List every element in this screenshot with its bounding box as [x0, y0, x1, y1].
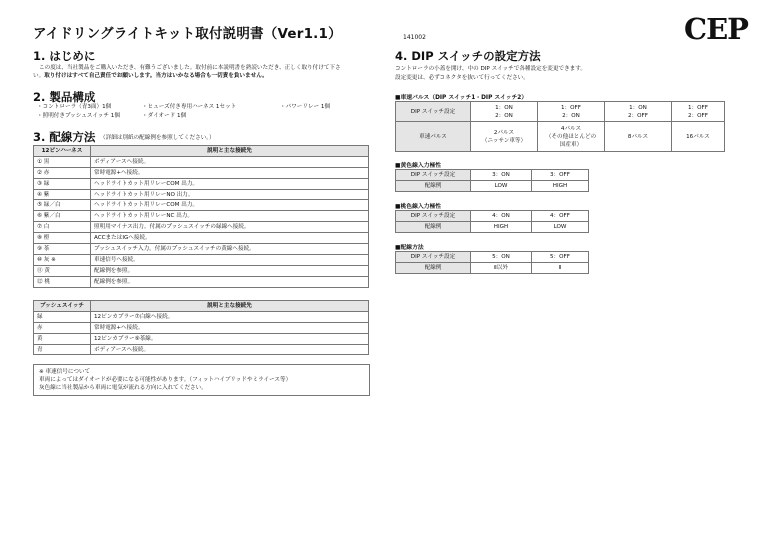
table-row: [34, 322, 369, 333]
switch-wire-description: 12ピンカプラー⑨茶線。: [91, 333, 369, 344]
product-item-5: ・ダイオード 1個: [142, 113, 187, 119]
switch-col-header: プッシュスイッチ: [34, 301, 91, 312]
table-row: [34, 311, 369, 322]
wiring-dip-label: DIP スイッチ設定: [396, 252, 471, 263]
pink-example-label: 配線例: [396, 221, 471, 232]
table-row: [34, 254, 369, 265]
table-row: [34, 333, 369, 344]
product-item-2: ・ヒューズ付き専用ハーネス 1セット: [142, 104, 237, 110]
yellow-polarity-title: ■黄色線入力極性: [395, 163, 442, 169]
speed-dip-label: DIP スイッチ設定: [396, 102, 471, 122]
switch-wire-color: 赤: [34, 322, 91, 333]
harness-wire-color: ④ 紫: [34, 189, 91, 200]
table-row: [34, 222, 369, 233]
speed-val-4: 16パルス: [672, 122, 725, 152]
speed-dip-1: 1：ON 2：ON: [471, 102, 538, 122]
doc-number: 141002: [403, 34, 426, 41]
intro-line-2-normal: い。: [33, 73, 45, 80]
footnote-title: ※ 車速信号について: [39, 369, 91, 375]
wiring-method-title: ■配線方法: [395, 245, 424, 251]
harness-wire-color: ① 黒: [34, 156, 91, 167]
wiring-dip-off: 5：OFF: [532, 252, 589, 263]
harness-wire-color: ⑩ 灰 ※: [34, 254, 91, 265]
switch-wire-description: ボディアースへ接続。: [91, 344, 369, 355]
switch-wire-description: 12ピンカプラー⑦白線へ接続。: [91, 311, 369, 322]
yellow-example-label: 配線例: [396, 180, 471, 191]
product-item-1: ・コントローラ（青3面）1個: [37, 104, 112, 110]
harness-wire-description: ヘッドライトカット用リレーNC 出力。: [91, 211, 369, 222]
pink-polarity-table: [395, 210, 589, 233]
table-row: [34, 200, 369, 211]
switch-wire-description: 常時電源+へ接続。: [91, 322, 369, 333]
section-4-heading: 4. DIP スイッチの設定方法: [395, 49, 541, 63]
table-row: [34, 244, 369, 255]
switch-description-col-header: 説明と主な接続先: [91, 301, 369, 312]
product-item-3: ・パワーリレー 1個: [280, 104, 331, 110]
harness-wire-color: ③ 緑: [34, 178, 91, 189]
harness-wire-color: ⑫ 桃: [34, 276, 91, 287]
yellow-dip-label: DIP スイッチ設定: [396, 170, 471, 181]
pink-val-off: LOW: [532, 221, 589, 232]
speed-val-2: 4パルス （その他ほとんどの 国産車）: [538, 122, 605, 152]
section-3-note: （詳細は別紙の配線例を参照してください。）: [100, 135, 215, 141]
yellow-dip-on: 3：ON: [471, 170, 532, 181]
harness-wire-description: 配線例を参照。: [91, 265, 369, 276]
yellow-dip-off: 3：OFF: [532, 170, 589, 181]
speed-pulse-table: [395, 101, 725, 152]
harness-wire-description: ヘッドライトカット用リレーNO 出力。: [91, 189, 369, 200]
table-row: [34, 344, 369, 355]
pink-dip-on: 4：ON: [471, 211, 532, 222]
wiring-val-off: Ⅱ: [532, 262, 589, 273]
product-item-4: ・照明付きプッシュスイッチ 1個: [37, 113, 120, 119]
footnote-box: [33, 364, 370, 396]
description-col-header: 説明と主な接続先: [91, 146, 369, 157]
table-row: [34, 233, 369, 244]
intro-line-1: この度は、当社製品をご購入いただき、有難うございました。取付前に本説明書を熟読いただき、正しく取り付けて下さ: [39, 65, 341, 71]
table-row: [34, 276, 369, 287]
speed-val-1: 2パルス （ニッサン車等）: [471, 122, 538, 152]
table-row: [34, 167, 369, 178]
wiring-val-on: Ⅱ以外: [471, 262, 532, 273]
page-title: アイドリングライトキット取付説明書（Ver1.1）: [33, 26, 342, 42]
yellow-val-on: LOW: [471, 180, 532, 191]
harness-wire-description: 常時電源+へ接続。: [91, 167, 369, 178]
harness-wire-description: ボディアースへ接続。: [91, 156, 369, 167]
harness-wire-color: ② 赤: [34, 167, 91, 178]
section-1-heading: 1. はじめに: [33, 49, 96, 63]
brand-logo: CEP: [684, 12, 748, 46]
harness-col-header: 12ピンハーネス: [34, 146, 91, 157]
table-row: [34, 265, 369, 276]
harness-table: [33, 145, 369, 288]
harness-wire-description: 配線例を参照。: [91, 276, 369, 287]
harness-wire-color: ⑨ 茶: [34, 244, 91, 255]
harness-wire-color: ⑥ 紫／白: [34, 211, 91, 222]
wiring-example-label: 配線例: [396, 262, 471, 273]
pink-polarity-title: ■桃色線入力極性: [395, 204, 442, 210]
harness-wire-color: ⑦ 白: [34, 222, 91, 233]
harness-wire-description: 照明用マイナス出力。付属のプッシュスイッチの緑線へ接続。: [91, 222, 369, 233]
harness-wire-color: ⑪ 黄: [34, 265, 91, 276]
switch-table: [33, 300, 369, 355]
yellow-val-off: HIGH: [532, 180, 589, 191]
pink-val-on: HIGH: [471, 221, 532, 232]
section-4-line-1: コントローラの小蓋を開け、中の DIP スイッチで各種設定を変更できます。: [395, 66, 586, 72]
intro-line-2: [33, 72, 385, 80]
footnote-line-1: 車両によってはダイオードが必要になる可能性があります。（フィットハイブリッドやミライース等）: [39, 377, 292, 383]
wiring-method-table: [395, 251, 589, 274]
section-1-body: [33, 64, 385, 80]
speed-dip-2: 1：OFF 2：ON: [538, 102, 605, 122]
pink-dip-off: 4：OFF: [532, 211, 589, 222]
switch-wire-color: 緑: [34, 311, 91, 322]
harness-wire-description: プッシュスイッチ入力。付属のプッシュスイッチの黄線へ接続。: [91, 244, 369, 255]
wiring-dip-on: 5：ON: [471, 252, 532, 263]
speed-dip-3: 1：ON 2：OFF: [605, 102, 672, 122]
section-2-heading: 2. 製品構成: [33, 90, 96, 104]
section-3-heading: 3. 配線方法: [33, 130, 96, 144]
switch-wire-color: 青: [34, 344, 91, 355]
speed-dip-4: 1：OFF 2：OFF: [672, 102, 725, 122]
pink-dip-label: DIP スイッチ設定: [396, 211, 471, 222]
table-row: [34, 156, 369, 167]
harness-wire-description: ヘッドライトカット用リレーCOM 出力。: [91, 200, 369, 211]
switch-wire-color: 黄: [34, 333, 91, 344]
table-row: [34, 189, 369, 200]
harness-wire-color: ⑧ 橙: [34, 233, 91, 244]
speed-pulse-title: ■車速パルス（DIP スイッチ1・DIP スイッチ2）: [395, 95, 528, 101]
section-4-line-2: 設定変更は、必ずコネクタを抜いて行ってください。: [395, 75, 529, 81]
table-row: [34, 178, 369, 189]
speed-pulse-label: 車速パルス: [396, 122, 471, 152]
disclaimer-text: 取り付けはすべて自己責任でお願いします。当方はいかなる場合も一切責を負いません。: [44, 73, 268, 80]
harness-wire-color: ⑤ 緑／白: [34, 200, 91, 211]
harness-wire-description: 車速信号へ接続。: [91, 254, 369, 265]
harness-wire-description: ヘッドライトカット用リレーCOM 出力。: [91, 178, 369, 189]
speed-val-3: 8パルス: [605, 122, 672, 152]
yellow-polarity-table: [395, 169, 589, 192]
table-row: [34, 211, 369, 222]
footnote-line-2: 灰色線に当社製品から車両に電気が流れる方向に入れてください。: [39, 385, 207, 391]
harness-wire-description: ACCまたはIGへ接続。: [91, 233, 369, 244]
